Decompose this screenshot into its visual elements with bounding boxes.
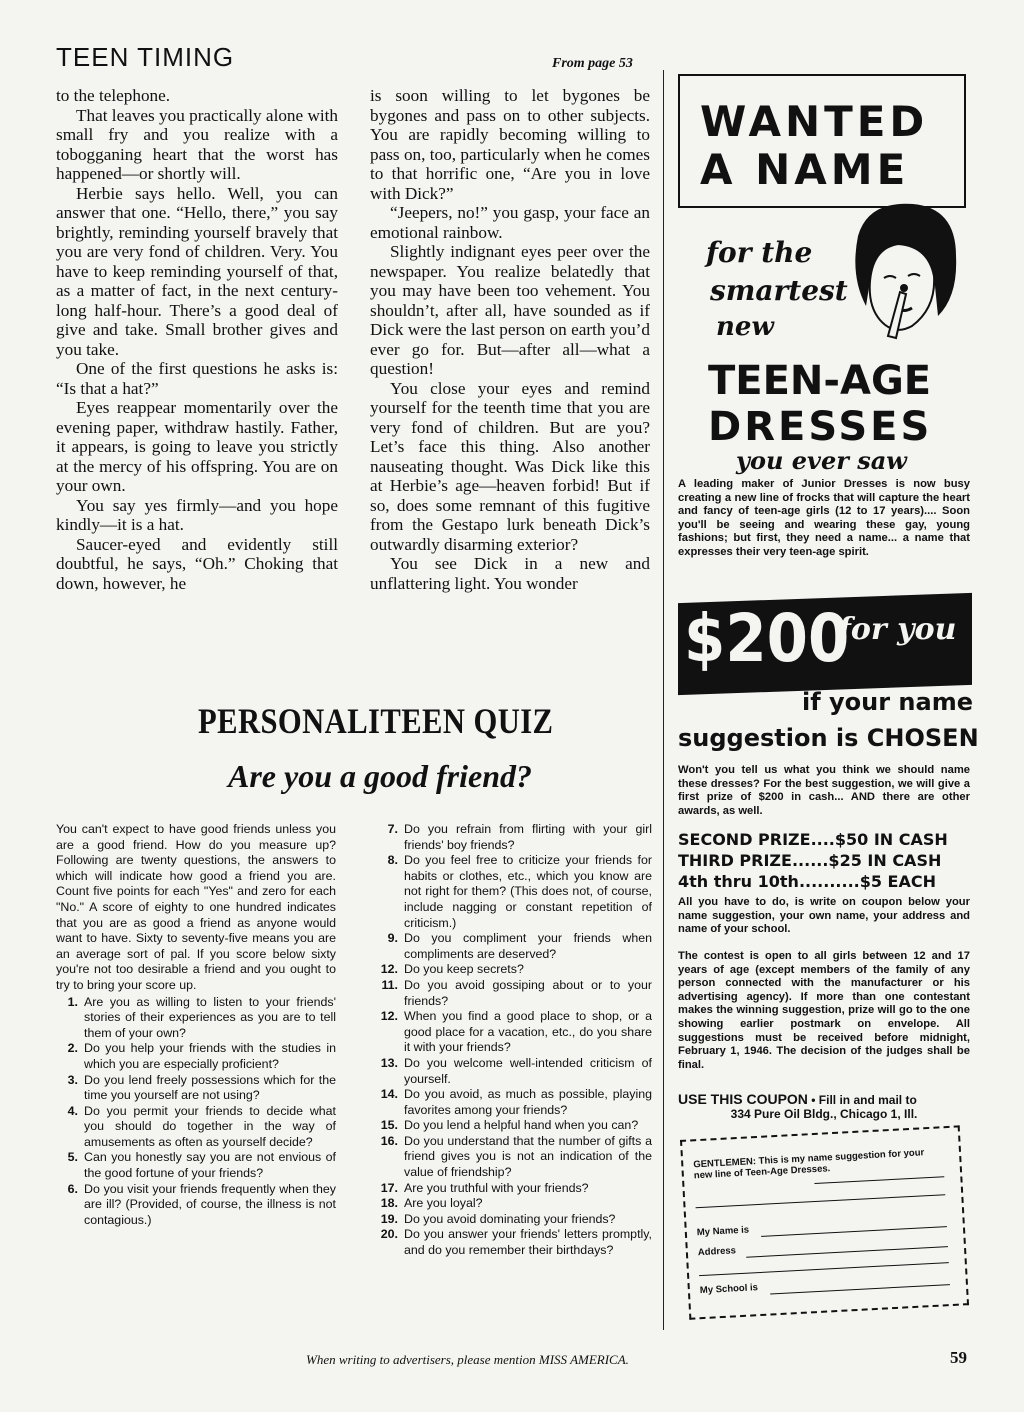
coupon-address-field[interactable]: [746, 1246, 948, 1258]
story-paragraph: One of the first questions he asks is: “Is that a hat?”: [56, 359, 338, 398]
if-your-name: if your name: [802, 688, 973, 716]
quiz-question: [56, 1073, 336, 1104]
quiz-question: [376, 1009, 652, 1056]
quiz-question-number: 12.: [380, 1009, 398, 1024]
quiz-question-text: Do you permit your friends to decide what you should do together in the way of amusements as often as yourself decide?: [84, 1103, 336, 1149]
quiz-question-text: Do you understand that the number of gifts a friend gives you is not an indication of the value of friendship?: [404, 1133, 652, 1180]
quiz-question-text: Are you loyal?: [404, 1196, 483, 1211]
ad-you-ever-saw: you ever saw: [736, 446, 907, 475]
fill-in-label: • Fill in and mail to: [811, 1093, 917, 1107]
use-coupon-instruction: [678, 1092, 970, 1121]
story-paragraph: Saucer-eyed and evidently still doubtful, he says, “Oh.” Choking that down, however, he: [56, 534, 338, 593]
ad-tagline-smartest: smartest: [710, 274, 848, 307]
story-column-1: [56, 86, 338, 593]
quiz-question: [376, 1181, 652, 1197]
suggestion-chosen: suggestion is CHOSEN: [678, 724, 979, 752]
quiz-title: PERSONALITEEN QUIZ: [198, 701, 554, 741]
quiz-question-text: Do you lend a helpful hand when you can?: [404, 1118, 639, 1133]
quiz-question-text: Are you as willing to listen to your friends' stories of their experiences as you are to tell them of your own?: [84, 994, 336, 1040]
quiz-question-number: 15.: [380, 1118, 398, 1133]
coupon-name-label: My Name is: [696, 1224, 750, 1239]
quiz-question-text: Do you avoid, as much as possible, playing favorites among your friends?: [404, 1087, 652, 1117]
continued-from-label: From page 53: [552, 56, 633, 71]
girl-illustration: [838, 196, 968, 346]
coupon-school-field[interactable]: [770, 1284, 950, 1294]
ad-intro-text: A leading maker of Junior Dresses is now busy creating a new line of frocks that will capture the heart and fancy of teen-age girls (12 to 17 years).... Soon you'll be seeing and wearing these gay, young fashions; but first, they need a name... a name that expresses their very teen-age spirit.: [678, 478, 970, 558]
quiz-question-number: 9.: [387, 931, 398, 946]
quiz-question: [376, 1134, 652, 1181]
quiz-question-text: Do you feel free to criticize your friends for habits or clothes, etc., which you know are not right for them? (This does not, of course, include nagging or constant repetition of criticism.): [404, 853, 652, 930]
quiz-question-text: Do you keep secrets?: [404, 962, 524, 977]
quiz-question-number: 16.: [380, 1133, 398, 1148]
quiz-question-number: 6.: [67, 1181, 78, 1196]
quiz-question: [376, 1087, 652, 1118]
quiz-question: [56, 1104, 336, 1151]
story-paragraph: Slightly indignant eyes peer over the newspaper. You realize belatedly that you may have been too vehement. You shouldn’t, after all, have sounded as if Dick were the last person on earth you’d ever go for. But—after all—what a question!: [370, 242, 650, 378]
coupon-address-field-2[interactable]: [699, 1262, 949, 1276]
quiz-question-text: Do you welcome well-intended criticism of yourself.: [404, 1055, 652, 1086]
quiz-question: [376, 1212, 652, 1228]
ad-headline-line-2: A NAME: [700, 145, 910, 194]
quiz-question-text: Do you avoid dominating your friends?: [404, 1211, 616, 1226]
coupon-suggestion-line-2[interactable]: [696, 1194, 946, 1208]
quiz-question-number: 20.: [380, 1227, 398, 1242]
quiz-question-number: 14.: [380, 1087, 398, 1102]
page-number: 59: [950, 1348, 967, 1367]
ad-contest-rules: The contest is open to all girls between 12 and 17 years of age (except members of the family of any person connected with the manufacturer or his advertising agency). If more than one contestant makes the winning suggestion, prize will go to the one showing earlier postmark on envelope. All suggestions must be received before midnight, February 1, 1946. The decision of the judges shall be final.: [678, 950, 970, 1071]
quiz-question-list-1: [56, 995, 336, 1229]
quiz-question: [56, 1041, 336, 1072]
story-paragraph: Herbie says hello. Well, you can answer that one. “Hello, there,” you say brightly, reminding yourself bravely that you are very fond of children. Very. You have to keep reminding yourself of that, as a matter of fact, in the next century-long half-hour. There’s a good deal of give and take. Small brother gives and you take.: [56, 183, 338, 359]
footer-note: When writing to advertisers, please mention MISS AMERICA.: [306, 1352, 629, 1367]
use-coupon-label: USE THIS COUPON: [678, 1091, 808, 1107]
quiz-question-number: 7.: [387, 822, 398, 836]
quiz-column-2: [376, 822, 652, 1259]
quiz-question: [376, 1056, 652, 1087]
ad-tagline-new: new: [716, 312, 774, 342]
story-paragraph: You see Dick in a new and unflattering light. You wonder: [370, 554, 650, 593]
quiz-question-number: 19.: [380, 1211, 398, 1226]
quiz-question-list-2: [376, 822, 652, 1259]
quiz-question-number: 13.: [380, 1055, 398, 1070]
quiz-question: [376, 962, 652, 978]
quiz-question-text: Do you help your friends with the studies in which you are especially proficient?: [84, 1041, 336, 1071]
other-prizes: 4th thru 10th..........$5 EACH: [678, 872, 936, 891]
quiz-question: [376, 931, 652, 962]
quiz-question: [376, 853, 652, 931]
quiz-question-number: 12.: [380, 962, 398, 977]
entry-coupon[interactable]: [680, 1125, 969, 1319]
story-paragraph: Eyes reappear momentarily over the evening paper, withdraw hastily. Father, it appears, is going to leave you strictly at the mercy of his offspring. You are on your own.: [56, 398, 338, 495]
quiz-question-text: Are you truthful with your friends?: [404, 1180, 589, 1195]
ad-tagline-for-the: for the: [706, 236, 813, 269]
quiz-question-text: Do you compliment your friends when compliments are deserved?: [404, 931, 652, 961]
quiz-question-number: 5.: [67, 1150, 78, 1165]
quiz-question-number: 8.: [387, 853, 398, 868]
quiz-question: [56, 995, 336, 1042]
story-paragraph: to the telephone.: [56, 86, 171, 105]
quiz-question-number: 11.: [381, 977, 398, 992]
ad-teen-age: TEEN-AGE: [708, 358, 932, 404]
coupon-suggestion-line[interactable]: [814, 1176, 944, 1184]
quiz-question-number: 3.: [67, 1072, 78, 1087]
quiz-question-number: 1.: [67, 994, 78, 1009]
quiz-column-1: [56, 822, 336, 1228]
quiz-question-number: 17.: [380, 1180, 398, 1195]
story-column-2: [370, 86, 650, 593]
quiz-question: [56, 1150, 336, 1181]
ad-headline-line-1: WANTED: [700, 97, 929, 146]
coupon-school-label: My School is: [699, 1282, 759, 1297]
quiz-question-text: When you find a good place to shop, or a good place for a vacation, etc., do you share it with your friends?: [404, 1009, 652, 1055]
quiz-subtitle: Are you a good friend?: [228, 758, 532, 794]
quiz-question-number: 2.: [67, 1041, 78, 1056]
coupon-address-label: Address: [697, 1245, 737, 1259]
coupon-gentlemen: GENTLEMEN: This is my name suggestion for your new line of Teen-Age Dresses.: [693, 1147, 925, 1182]
story-paragraph: You close your eyes and remind yourself for the teenth time that you are very fond of children. But are you? Let’s face this thing. Also another nauseating thought. Was Dick like this at Herbie’s age—heaven forbid! But if so, does some remnant of this fugitive from the Gestapo lurk beneath Dick’s outwardly disarming exterior?: [370, 378, 650, 554]
column-divider: [663, 70, 664, 1330]
ad-headline: [700, 98, 928, 194]
quiz-question: [376, 1227, 652, 1258]
quiz-question-text: Do you answer your friends' letters promptly, and do you remember their birthdays?: [404, 1227, 652, 1258]
quiz-question: [376, 822, 652, 853]
quiz-question-text: Do you visit your friends frequently when they are ill? (Provided, of course, the illness is not contagious.): [84, 1181, 336, 1227]
quiz-question-number: 18.: [380, 1196, 398, 1211]
prize-for-you: for you: [838, 612, 957, 647]
ad-wont-you-text: Won't you tell us what you think we should name these dresses? For the best suggestion, we will give a first prize of $200 in cash... AND there are other awards, as well.: [678, 764, 970, 817]
quiz-question: [376, 1118, 652, 1134]
quiz-question-text: Do you refrain from flirting with your girl friends' boy friends?: [404, 822, 652, 852]
story-paragraph: You say yes firmly—and you hope kindly—it is a hat.: [56, 495, 338, 534]
prize-amount: $200: [684, 600, 850, 677]
quiz-question: [56, 1182, 336, 1229]
second-prize: SECOND PRIZE....$50 IN CASH: [678, 830, 948, 849]
story-paragraph: is soon willing to let bygones be bygones and pass on to other subjects. You are rapidly becoming willing to pass on, too, particularly when he comes to that horrific one, “Are you in love with Dick?”: [370, 86, 650, 203]
quiz-intro: You can't expect to have good friends unless you are a good friend. How do you measure up? Following are twenty questions, the answers to which will indicate how good a friend you are. Count five points for each "Yes" and zero for each "No." A score of eighty to one hundred indicates that you are as good a friend as anyone would want to have. Sixty to seventy-five means you are an average sort of pal. If you score below sixty you're not too desirable a friend and you ought to try to bring your score up.: [56, 822, 336, 992]
ad-instructions: All you have to do, is write on coupon below your name suggestion, your own name, your address and name of your school.: [678, 896, 970, 936]
quiz-question-text: Do you lend freely possessions which for the time you yourself are not using?: [84, 1072, 336, 1103]
story-paragraph: That leaves you practically alone with small fry and you realize with a tobogganing heart that the worst has happened—or shortly will.: [56, 105, 339, 183]
quiz-question-number: 4.: [67, 1103, 78, 1118]
story-paragraph: “Jeepers, no!” you gasp, your face an emotional rainbow.: [370, 203, 650, 242]
mailing-address: 334 Pure Oil Bldg., Chicago 1, Ill.: [730, 1107, 918, 1121]
quiz-question-text: Do you avoid gossiping about or to your friends?: [404, 977, 652, 1008]
third-prize: THIRD PRIZE......$25 IN CASH: [678, 851, 942, 870]
quiz-question-text: Can you honestly say you are not envious of the good fortune of your friends?: [84, 1150, 336, 1181]
quiz-question: [376, 978, 652, 1009]
quiz-question: [376, 1196, 652, 1212]
coupon-name-field[interactable]: [761, 1226, 947, 1237]
ad-dresses: DRESSES: [708, 404, 933, 450]
section-title: TEEN TIMING: [56, 42, 235, 72]
